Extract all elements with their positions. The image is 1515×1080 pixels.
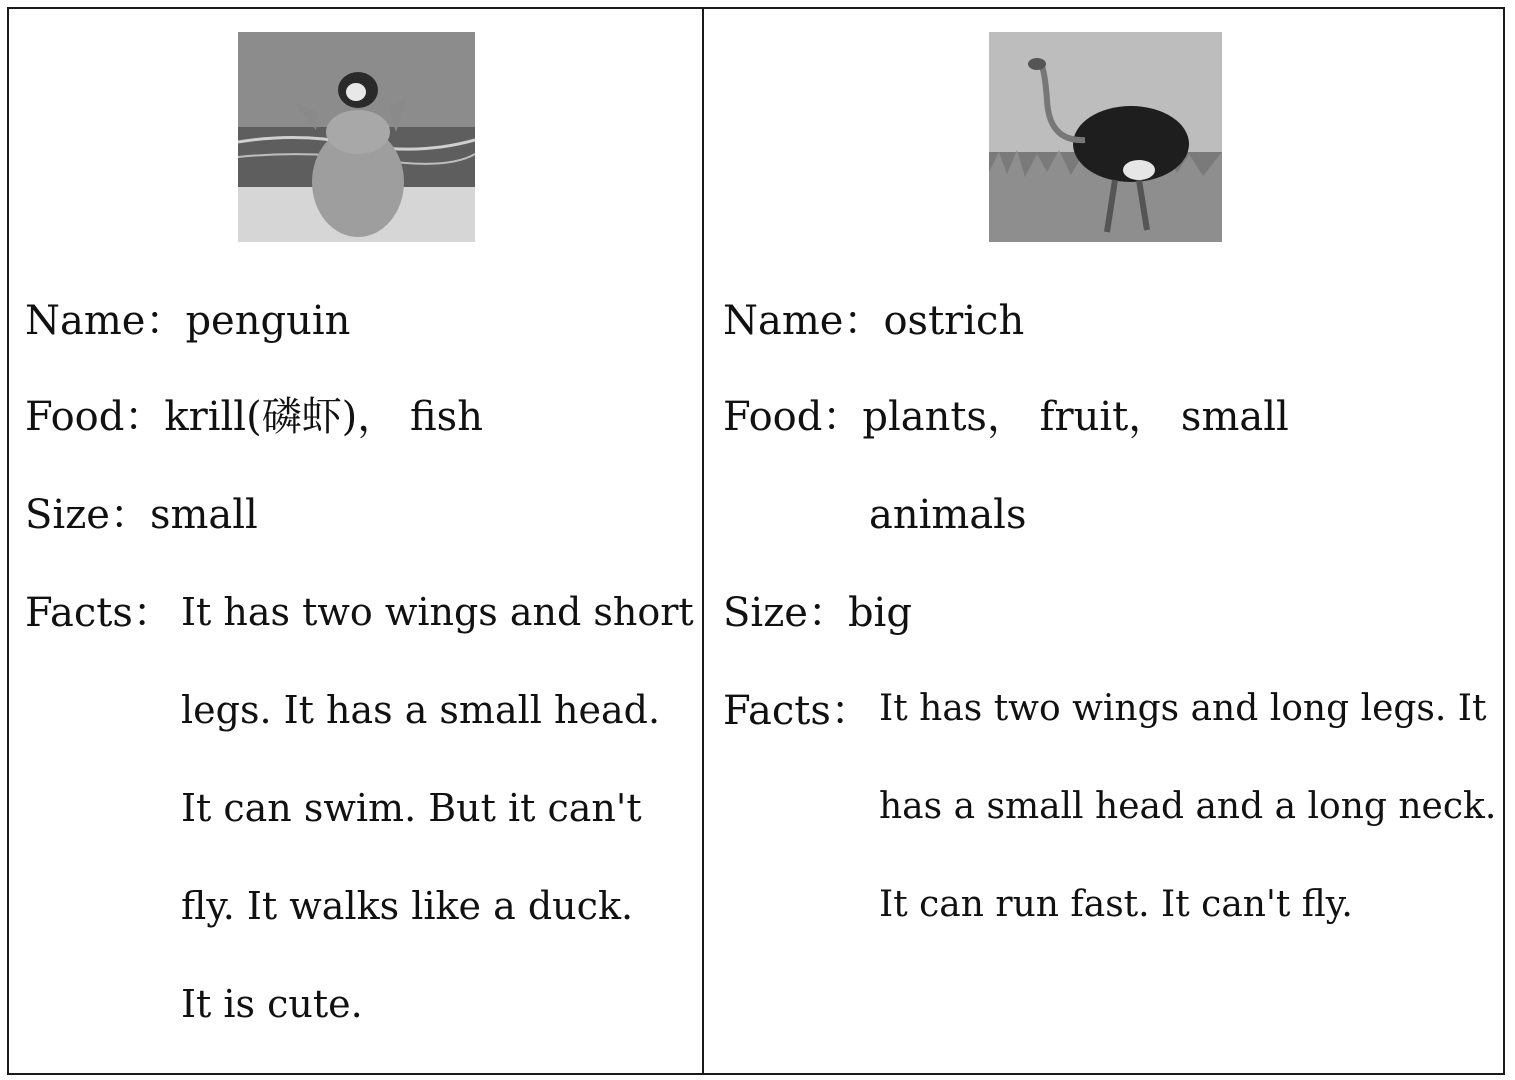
ostrich-name-value: ostrich	[883, 298, 1025, 344]
ostrich-food-row	[723, 394, 1289, 440]
ostrich-size-row	[723, 590, 912, 636]
penguin-size-value: small	[149, 492, 258, 538]
animal-cards-table	[7, 7, 1505, 1075]
penguin-fact-line: fly. It walks like a duck.	[181, 884, 634, 928]
ostrich-name-row	[723, 298, 1025, 344]
penguin-fact-line: legs. It has a small head.	[181, 688, 661, 732]
size-label: Size：	[25, 492, 150, 538]
food-label: Food：	[723, 394, 863, 440]
penguin-fact-line: It can swim. But it can't	[181, 786, 642, 830]
penguin-fact-line: It has two wings and short	[181, 590, 694, 634]
ostrich-fact-line: It can run fast. It can't fly.	[879, 884, 1353, 925]
size-label: Size：	[723, 590, 848, 636]
penguin-food-row	[25, 394, 483, 440]
ostrich-food-value: plants， fruit， small	[862, 394, 1289, 440]
penguin-photo	[238, 32, 475, 242]
penguin-name-value: penguin	[185, 298, 351, 344]
penguin-name-row	[25, 298, 351, 344]
column-divider	[702, 9, 704, 1073]
ostrich-fact-line: It has two wings and long legs. It	[879, 688, 1487, 729]
penguin-facts-label: Facts：	[25, 590, 173, 636]
ostrich-size-value: big	[847, 590, 912, 636]
name-label: Name：	[25, 298, 186, 344]
penguin-size-row	[25, 492, 258, 538]
ostrich-fact-line: has a small head and a long neck.	[879, 786, 1497, 827]
food-label: Food：	[25, 394, 165, 440]
ostrich-facts-label: Facts：	[723, 688, 871, 734]
penguin-fact-line: It is cute.	[181, 982, 363, 1026]
ostrich-photo	[989, 32, 1222, 242]
ostrich-food-continuation: animals	[869, 492, 1027, 538]
name-label: Name：	[723, 298, 884, 344]
penguin-food-value: krill(磷虾)， fish	[164, 394, 483, 440]
